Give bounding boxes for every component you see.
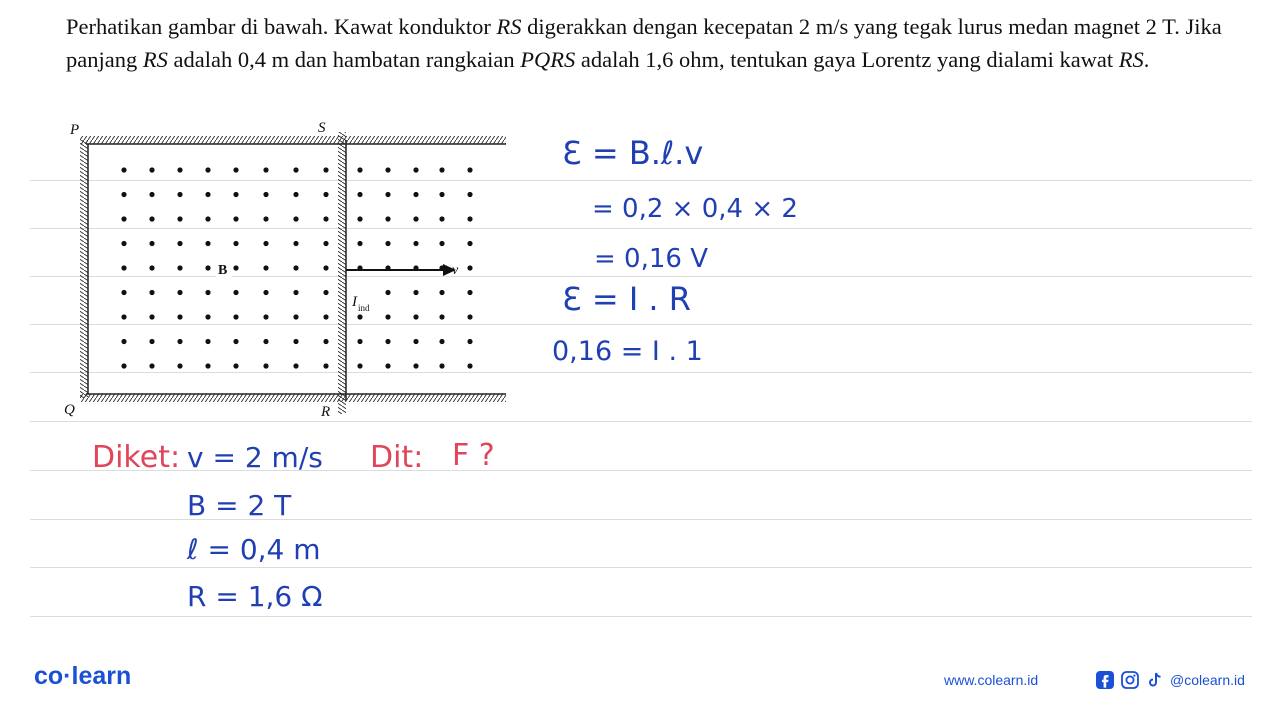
wire-label: RS — [1118, 47, 1144, 72]
label-ind: ind — [358, 303, 370, 313]
label-b: B — [218, 263, 228, 278]
field-dot — [205, 314, 210, 319]
field-dot — [149, 216, 154, 221]
field-dot — [149, 265, 154, 270]
emf-result: = 0,16 V — [594, 244, 708, 274]
field-dot — [323, 241, 328, 246]
field-dot — [177, 241, 182, 246]
field-dot — [205, 167, 210, 172]
field-dot — [205, 290, 210, 295]
field-dot — [121, 363, 126, 368]
field-dot — [413, 363, 418, 368]
left-side-pq — [80, 140, 88, 398]
field-dot — [413, 314, 418, 319]
field-dot — [205, 265, 210, 270]
field-dot — [121, 167, 126, 172]
field-dot — [357, 241, 362, 246]
colearn-logo: co·learn — [34, 662, 132, 690]
given-velocity: v = 2 m/s — [187, 441, 323, 474]
ohm-substitution: 0,16 = I . 1 — [552, 336, 703, 367]
field-dot — [357, 339, 362, 344]
ohm-law: Ɛ = I . R — [562, 280, 691, 318]
field-dot — [323, 216, 328, 221]
field-dot — [205, 339, 210, 344]
field-dot — [413, 290, 418, 295]
field-dot — [323, 290, 328, 295]
footer-url[interactable]: www.colearn.id — [944, 672, 1039, 688]
field-dot — [385, 241, 390, 246]
field-dot — [357, 192, 362, 197]
field-dot — [293, 339, 298, 344]
field-dot — [293, 314, 298, 319]
field-dot — [385, 167, 390, 172]
field-dot — [263, 339, 268, 344]
field-dot — [413, 167, 418, 172]
field-dot — [205, 363, 210, 368]
field-dot — [413, 339, 418, 344]
field-dot — [121, 290, 126, 295]
field-dot — [293, 363, 298, 368]
field-dot — [263, 290, 268, 295]
field-dot — [323, 167, 328, 172]
field-dot — [149, 290, 154, 295]
field-dot — [293, 241, 298, 246]
dit-value: F ? — [452, 438, 495, 473]
field-dot — [263, 167, 268, 172]
field-dot — [263, 216, 268, 221]
field-dot — [323, 265, 328, 270]
question-text — [66, 10, 1226, 76]
magnetic-field-dots — [121, 167, 472, 368]
field-dot — [439, 339, 444, 344]
field-dot — [467, 363, 472, 368]
field-dot — [467, 290, 472, 295]
field-dot — [121, 192, 126, 197]
field-dot — [149, 363, 154, 368]
wire-rs — [338, 132, 346, 414]
field-dot — [385, 314, 390, 319]
field-dot — [149, 339, 154, 344]
field-dot — [467, 241, 472, 246]
field-dot — [439, 290, 444, 295]
label-q: Q — [64, 402, 75, 418]
field-dot — [233, 339, 238, 344]
field-dot — [385, 363, 390, 368]
field-dot — [413, 192, 418, 197]
given-resistance: R = 1,6 Ω — [187, 580, 323, 613]
field-dot — [385, 192, 390, 197]
field-dot — [357, 314, 362, 319]
footer-handle[interactable]: @colearn.id — [1170, 672, 1245, 688]
question-part: adalah 1,6 ohm, tentukan gaya Lorentz yang dialami kawat — [575, 47, 1119, 72]
field-dot — [357, 167, 362, 172]
field-dot — [177, 339, 182, 344]
field-dot — [233, 290, 238, 295]
field-dot — [323, 314, 328, 319]
question-part: Perhatikan gambar di bawah. Kawat konduktor — [66, 14, 497, 39]
label-r: R — [321, 404, 331, 420]
facebook-icon[interactable] — [1096, 671, 1114, 689]
field-dot — [149, 314, 154, 319]
field-dot — [467, 216, 472, 221]
field-dot — [467, 192, 472, 197]
emf-formula: Ɛ = B.ℓ.v — [562, 134, 704, 172]
field-dot — [233, 314, 238, 319]
circuit-label: PQRS — [520, 47, 576, 72]
emf-substitution: = 0,2 × 0,4 × 2 — [592, 194, 798, 224]
field-dot — [385, 290, 390, 295]
field-dot — [439, 241, 444, 246]
field-dot — [177, 363, 182, 368]
field-dot — [413, 241, 418, 246]
field-dot — [233, 216, 238, 221]
field-dot — [233, 192, 238, 197]
field-dot — [205, 216, 210, 221]
field-dot — [233, 265, 238, 270]
field-dot — [177, 192, 182, 197]
wire-label: RS — [142, 47, 168, 72]
field-dot — [121, 241, 126, 246]
field-dot — [121, 339, 126, 344]
dit-label: Dit: — [370, 440, 424, 475]
field-dot — [385, 216, 390, 221]
field-dot — [439, 363, 444, 368]
field-dot — [293, 167, 298, 172]
circuit-diagram — [60, 110, 520, 420]
field-dot — [293, 216, 298, 221]
field-dot — [263, 314, 268, 319]
field-dot — [149, 167, 154, 172]
field-dot — [413, 216, 418, 221]
ruled-line — [30, 421, 1252, 422]
field-dot — [205, 241, 210, 246]
field-dot — [439, 314, 444, 319]
field-dot — [177, 314, 182, 319]
field-dot — [467, 167, 472, 172]
field-dot — [177, 265, 182, 270]
question-part: adalah 0,4 m dan hambatan rangkaian — [167, 47, 521, 72]
field-dot — [439, 192, 444, 197]
field-dot — [263, 192, 268, 197]
field-dot — [467, 314, 472, 319]
instagram-icon[interactable] — [1121, 671, 1139, 689]
top-rail — [80, 136, 506, 144]
field-dot — [263, 241, 268, 246]
field-dot — [121, 265, 126, 270]
field-dot — [233, 241, 238, 246]
field-dot — [177, 290, 182, 295]
field-dot — [177, 216, 182, 221]
field-dot — [263, 265, 268, 270]
field-dot — [467, 339, 472, 344]
label-i: I — [352, 294, 357, 310]
bottom-rail — [80, 394, 506, 402]
field-dot — [149, 192, 154, 197]
field-dot — [439, 167, 444, 172]
field-dot — [323, 363, 328, 368]
given-magnetic-field: B = 2 T — [187, 489, 292, 522]
field-dot — [323, 192, 328, 197]
ruled-line — [30, 567, 1252, 568]
wire-label: RS — [496, 14, 522, 39]
field-dot — [263, 363, 268, 368]
field-dot — [233, 167, 238, 172]
given-length: ℓ = 0,4 m — [187, 533, 321, 566]
field-dot — [149, 241, 154, 246]
question-part: . — [1143, 47, 1150, 72]
field-dot — [121, 314, 126, 319]
field-dot — [439, 216, 444, 221]
label-s: S — [318, 120, 326, 136]
field-dot — [177, 167, 182, 172]
field-dot — [357, 216, 362, 221]
field-dot — [293, 290, 298, 295]
field-dot — [467, 265, 472, 270]
label-v: v — [452, 263, 459, 278]
diket-label: Diket: — [92, 440, 181, 475]
field-dot — [121, 216, 126, 221]
label-p: P — [70, 122, 80, 138]
field-dot — [293, 265, 298, 270]
field-dot — [205, 192, 210, 197]
tiktok-icon[interactable] — [1146, 671, 1164, 689]
question-part: digerakkan dengan kecepatan 2 m/s yang tegak lurus medan magnet 2 T. Jika panjang — [66, 14, 1222, 72]
field-dot — [233, 363, 238, 368]
field-dot — [323, 339, 328, 344]
field-dot — [357, 363, 362, 368]
field-dot — [385, 339, 390, 344]
field-dot — [293, 192, 298, 197]
ruled-line — [30, 616, 1252, 617]
